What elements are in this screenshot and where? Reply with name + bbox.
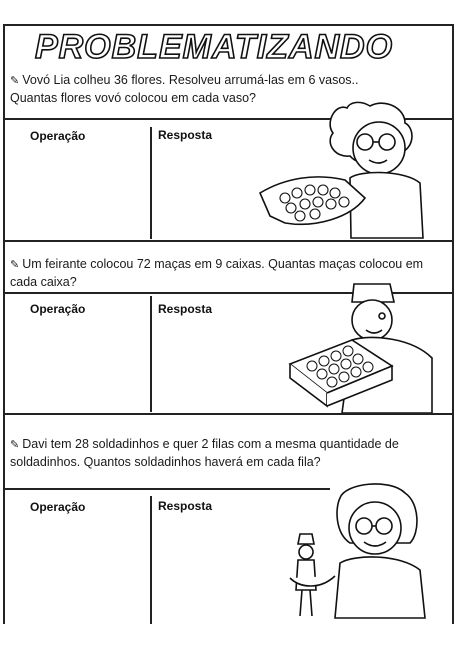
column-divider-3 — [150, 496, 152, 624]
column-divider-2 — [150, 296, 152, 412]
question-3-line-2: soldadinhos. Quantos soldadinhos haverá em cada fila? — [10, 455, 321, 469]
section-3-divider — [3, 413, 454, 415]
question-1-line-2: Quantas flores vovó colocou em cada vaso? — [10, 91, 256, 105]
vendor-with-apple-box-illustration — [282, 278, 442, 418]
title-text: PROBLEMATIZANDO — [34, 28, 394, 66]
answer-label-1: Resposta — [158, 128, 213, 142]
question-1-line-1: Vovó Lia colheu 36 flores. Resolveu arrumá-las em 6 vasos.. — [22, 73, 359, 87]
boy-with-toy-soldier-illustration — [280, 478, 450, 628]
pencil-icon: ✎ — [10, 259, 20, 271]
column-divider-1 — [150, 127, 152, 239]
page-border-left — [3, 24, 5, 624]
operation-label-3: Operação — [30, 500, 86, 514]
page-border-right — [452, 24, 454, 624]
operation-label-1: Operação — [30, 129, 86, 143]
answer-label-2: Resposta — [158, 302, 213, 316]
question-2-line-1: Um feirante colocou 72 maças em 9 caixas. Quantas maças colocou em — [22, 257, 424, 271]
pencil-icon: ✎ — [10, 439, 20, 451]
section-2-divider — [3, 240, 454, 242]
question-3 — [10, 436, 399, 471]
operation-label-2: Operação — [30, 302, 86, 316]
question-2-line-2: cada caixa? — [10, 275, 77, 289]
grandma-with-flowers-illustration — [255, 98, 445, 243]
worksheet-title — [34, 20, 394, 70]
title-lettering — [34, 20, 394, 70]
pencil-icon: ✎ — [10, 75, 20, 87]
question-3-line-1: Davi tem 28 soldadinhos e quer 2 filas com a mesma quantidade de — [22, 437, 399, 451]
answer-label-3: Resposta — [158, 499, 213, 513]
